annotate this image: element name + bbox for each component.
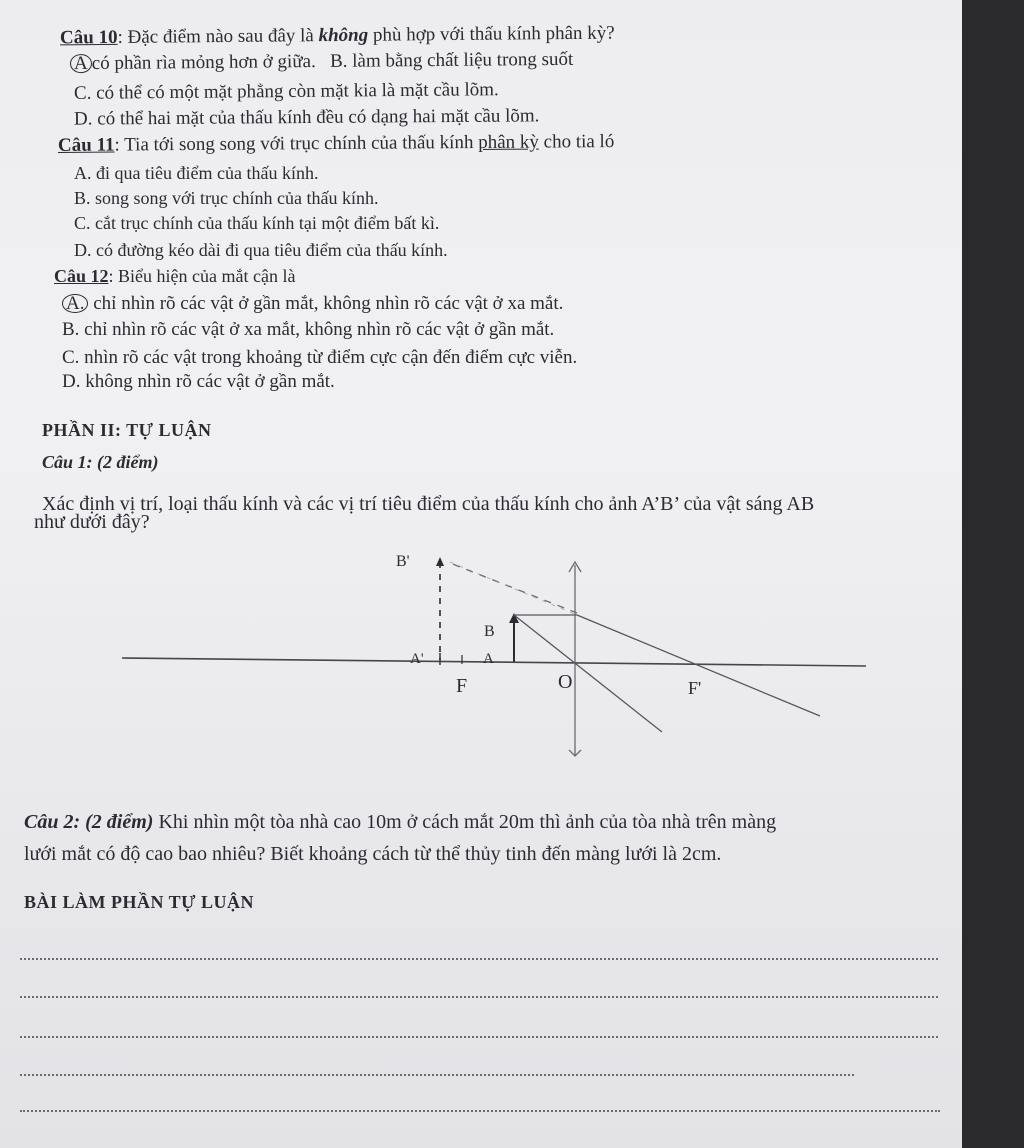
lens-ray-diagram xyxy=(0,540,962,770)
essay2-line1 xyxy=(24,812,776,832)
q12-stem xyxy=(54,266,295,286)
essay2-text-line1: Khi nhìn một tòa nhà cao 10m ở cách mắt 20m thì ảnh của tòa nhà trên màng xyxy=(153,811,777,833)
q11-stem-part2: cho tia ló xyxy=(538,131,615,153)
principal-axis xyxy=(122,658,866,666)
label-o: O xyxy=(558,671,573,693)
q10-option-a-b xyxy=(70,50,573,74)
q12-number: Câu 12 xyxy=(54,266,109,286)
q12-option-b: B. chỉ nhìn rõ các vật ở xa mắt, không nhìn rõ các vật ở gần mắt. xyxy=(62,319,555,340)
essay2-label: Câu 2: (2 điểm) xyxy=(24,811,154,833)
answer-section-title: BÀI LÀM PHẦN TỰ LUẬN xyxy=(24,892,255,912)
answer-line-4[interactable] xyxy=(20,1074,854,1076)
essay1-label: Câu 1: (2 điểm) xyxy=(42,452,159,472)
answer-line-3[interactable] xyxy=(20,1036,938,1038)
label-b-prime: B' xyxy=(396,553,410,570)
q11-option-b: B. song song với trục chính của thấu kính. xyxy=(74,188,379,208)
q12-option-a-circled-mark: A. xyxy=(62,294,88,313)
q10-option-d: D. có thể hai mặt của thấu kính đều có dạng hai mặt cầu lõm. xyxy=(73,105,540,130)
ray-extension-dashed xyxy=(450,563,577,613)
q10-stem-emphasis: không xyxy=(318,24,369,47)
ray-through-center xyxy=(514,615,662,732)
q12-option-d: D. không nhìn rõ các vật ở gần mắt. xyxy=(62,371,335,392)
q11-option-c: C. cắt trục chính của thấu kính tại một điểm bất kì. xyxy=(74,213,440,233)
q10-option-c: C. có thể có một mặt phẳng còn mặt kia là mặt cầu lõm. xyxy=(73,79,499,104)
part2-title: PHẦN II: TỰ LUẬN xyxy=(42,420,212,440)
q11-number: Câu 11 xyxy=(57,134,115,156)
q12-option-a xyxy=(62,294,563,314)
ray-dashed-to-lens xyxy=(450,562,577,615)
q12-stem-text: : Biểu hiện của mắt cận là xyxy=(108,266,296,286)
q12-option-c: C. nhìn rõ các vật trong khoảng từ điểm cực cận đến điểm cực viễn. xyxy=(62,347,578,368)
q10-stem-part2: phù hợp với thấu kính phân kỳ? xyxy=(368,22,615,46)
answer-line-1[interactable] xyxy=(20,958,938,960)
answer-line-2[interactable] xyxy=(20,996,938,998)
q11-stem-underlined: phân kỳ xyxy=(478,131,539,154)
image-arrowhead xyxy=(436,557,444,566)
answer-line-5[interactable] xyxy=(20,1110,940,1112)
q11-option-d: D. có đường kéo dài đi qua tiêu điểm của thấu kính. xyxy=(74,240,448,260)
label-f-prime: F' xyxy=(688,678,702,698)
label-f: F xyxy=(456,675,468,697)
label-a-prime: A' xyxy=(410,651,424,667)
q10-option-a-circled-mark: A xyxy=(70,54,92,73)
essay1-text-line1: Xác định vị trí, loại thấu kính và các vị trí tiêu điểm của thấu kính cho ảnh A’B’ của vật sáng AB xyxy=(42,493,815,515)
q12-option-a-text: chỉ nhìn rõ các vật ở gần mắt, không nhìn rõ các vật ở xa mắt. xyxy=(93,293,564,314)
q10-option-a: có phần rìa mỏng hơn ở giữa. xyxy=(91,51,316,75)
q10-stem-part1: : Đặc điểm nào sau đây là xyxy=(117,25,319,48)
q10-number: Câu 10 xyxy=(59,26,118,49)
label-a: A xyxy=(483,651,494,667)
essay1-text-line2: như dưới đây? xyxy=(34,511,150,533)
q11-stem-part1: : Tia tới song song với trục chính của thấu kính xyxy=(114,132,479,156)
q10-option-b: B. làm bằng chất liệu trong suốt xyxy=(329,48,574,72)
label-b: B xyxy=(484,623,495,640)
q10-stem xyxy=(60,24,615,49)
essay2-text-line2: lưới mắt có độ cao bao nhiêu? Biết khoảng cách từ thể thủy tinh đến màng lưới là 2cm. xyxy=(24,843,722,865)
q11-option-a: A. đi qua tiêu điểm của thấu kính. xyxy=(74,163,319,183)
q11-stem xyxy=(58,132,614,156)
